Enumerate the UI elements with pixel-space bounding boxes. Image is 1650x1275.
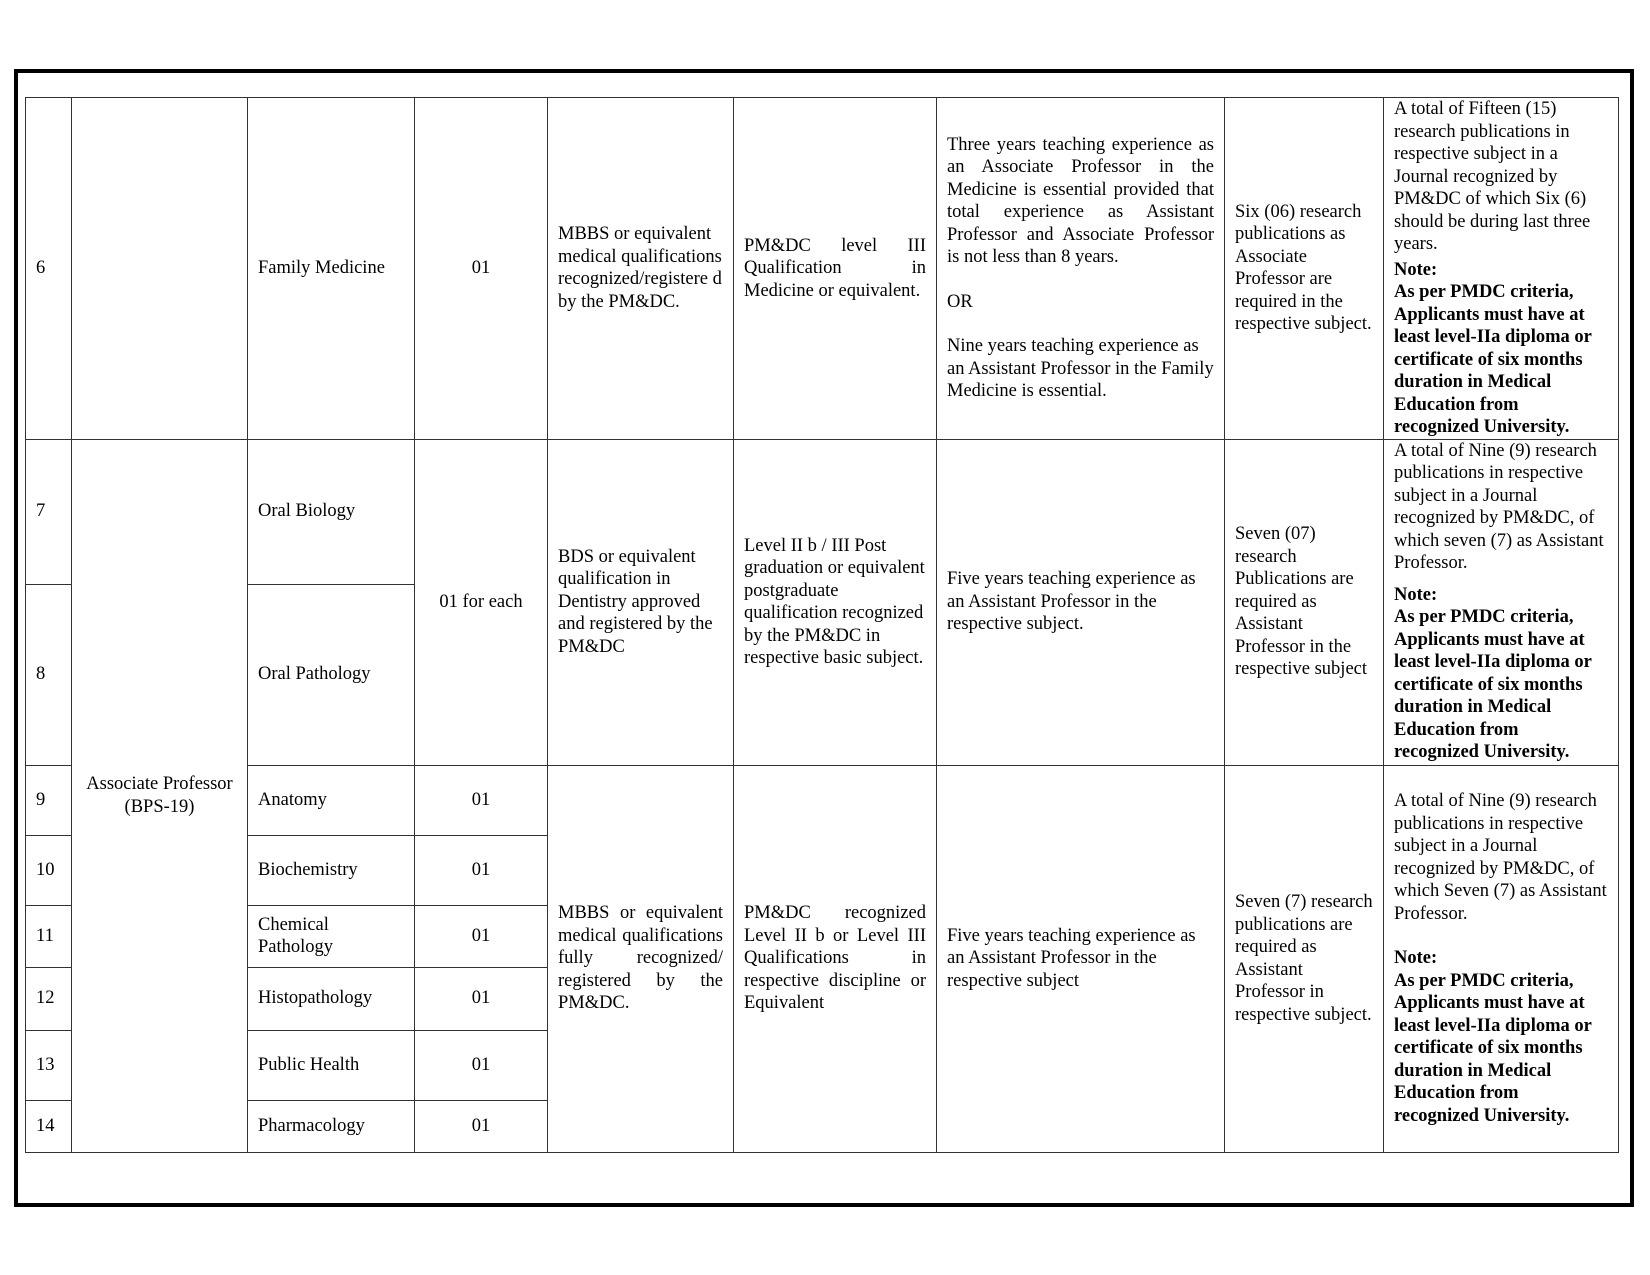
posts-count: 01 xyxy=(415,1100,548,1152)
experience-cell: Five years teaching experience as an Assistant Professor in the respective subject xyxy=(937,765,1225,1152)
higher-qualification-cell: PM&DC level III Qualification in Medicine or equivalent. xyxy=(734,98,937,440)
subject-cell: Oral Biology xyxy=(248,439,415,584)
posts-count: 01 xyxy=(415,967,548,1030)
qualification-cell: MBBS or equivalent medical qualifications recognized/registere d by the PM&DC. xyxy=(548,98,734,440)
remarks-text: A total of Fifteen (15) research publications in respective subject in a Journal recognized by PM&DC of which Six (6) should be during last three years. xyxy=(1394,99,1591,254)
remarks-text: A total of Nine (9) research publications in respective subject in a Journal recognized by PM&DC, of which Seven (7) as Assistant Professor. xyxy=(1394,791,1607,924)
research-cell: Seven (07) research Publications are required as Assistant Professor in the respective subject xyxy=(1225,439,1384,765)
serial-number: 8 xyxy=(26,584,72,765)
experience-option-2: Nine years teaching experience as an Assistant Professor in the Family Medicine is essential. xyxy=(947,336,1214,402)
note-label: Note: xyxy=(1394,259,1438,280)
table-row xyxy=(26,765,1619,835)
note-label: Note: xyxy=(1394,948,1438,968)
serial-number: 10 xyxy=(26,835,72,905)
subject-cell: Chemical Pathology xyxy=(248,905,415,967)
note-text: As per PMDC criteria, Applicants must have at least level-IIa diploma or certificate of six months duration in Medical Education from recognized University. xyxy=(1394,607,1592,762)
remarks-text: A total of Nine (9) research publications in respective subject in a Journal recognized by PM&DC, of which seven (7) as Assistant Professor. xyxy=(1394,440,1604,573)
serial-number: 9 xyxy=(26,765,72,835)
experience-cell: Five years teaching experience as an Assistant Professor in the respective subject. xyxy=(937,439,1225,765)
note-text: As per PMDC criteria, Applicants must have at least level-IIa diploma or certificate of six months duration in Medical Education from recognized University. xyxy=(1394,970,1592,1126)
research-cell: Six (06) research publications as Associate Professor are required in the respective subject. xyxy=(1225,98,1384,440)
posts-count: 01 xyxy=(415,905,548,967)
subject-cell: Oral Pathology xyxy=(248,584,415,765)
experience-or: OR xyxy=(947,291,973,312)
experience-option-1: Three years teaching experience as an Associate Professor in the Medicine is essential provided that total experience as Assistant Professor and Associate Professor is not less than 8 years. xyxy=(947,134,1214,268)
posts-count: 01 xyxy=(415,765,548,835)
post-title: Associate Professor (BPS-19) xyxy=(72,439,248,1152)
serial-number: 7 xyxy=(26,439,72,584)
note-text: As per PMDC criteria, Applicants must have at least level-IIa diploma or certificate of six months duration in Medical Education from recognized University. xyxy=(1394,282,1592,437)
table-row xyxy=(26,98,1619,440)
remarks-cell xyxy=(1384,98,1619,440)
post-title-cell xyxy=(72,98,248,440)
note-label: Note: xyxy=(1394,584,1438,605)
posts-count: 01 for each xyxy=(415,439,548,765)
table-row xyxy=(26,439,1619,584)
experience-cell xyxy=(937,98,1225,440)
serial-number: 14 xyxy=(26,1100,72,1152)
subject-cell: Histopathology xyxy=(248,967,415,1030)
remarks-cell xyxy=(1384,439,1619,765)
subject-cell: Pharmacology xyxy=(248,1100,415,1152)
serial-number: 6 xyxy=(26,98,72,440)
subject-cell: Family Medicine xyxy=(248,98,415,440)
posts-count: 01 xyxy=(415,835,548,905)
serial-number: 12 xyxy=(26,967,72,1030)
serial-number: 13 xyxy=(26,1030,72,1100)
posts-count: 01 xyxy=(415,1030,548,1100)
higher-qualification-cell: PM&DC recognized Level II b or Level III Qualifications in respective discipline or Equivalent xyxy=(734,765,937,1152)
subject-cell: Public Health xyxy=(248,1030,415,1100)
research-cell: Seven (7) research publications are required as Assistant Professor in respective subject. xyxy=(1225,765,1384,1152)
recruitment-table xyxy=(25,97,1619,1153)
qualification-cell: MBBS or equivalent medical qualifications fully recognized/ registered by the PM&DC. xyxy=(548,765,734,1152)
subject-cell: Anatomy xyxy=(248,765,415,835)
remarks-cell xyxy=(1384,765,1619,1152)
serial-number: 11 xyxy=(26,905,72,967)
posts-count: 01 xyxy=(415,98,548,440)
higher-qualification-cell: Level II b / III Post graduation or equivalent postgraduate qualification recognized by the PM&DC in respective basic subject. xyxy=(734,439,937,765)
subject-cell: Biochemistry xyxy=(248,835,415,905)
qualification-cell: BDS or equivalent qualification in Dentistry approved and registered by the PM&DC xyxy=(548,439,734,765)
